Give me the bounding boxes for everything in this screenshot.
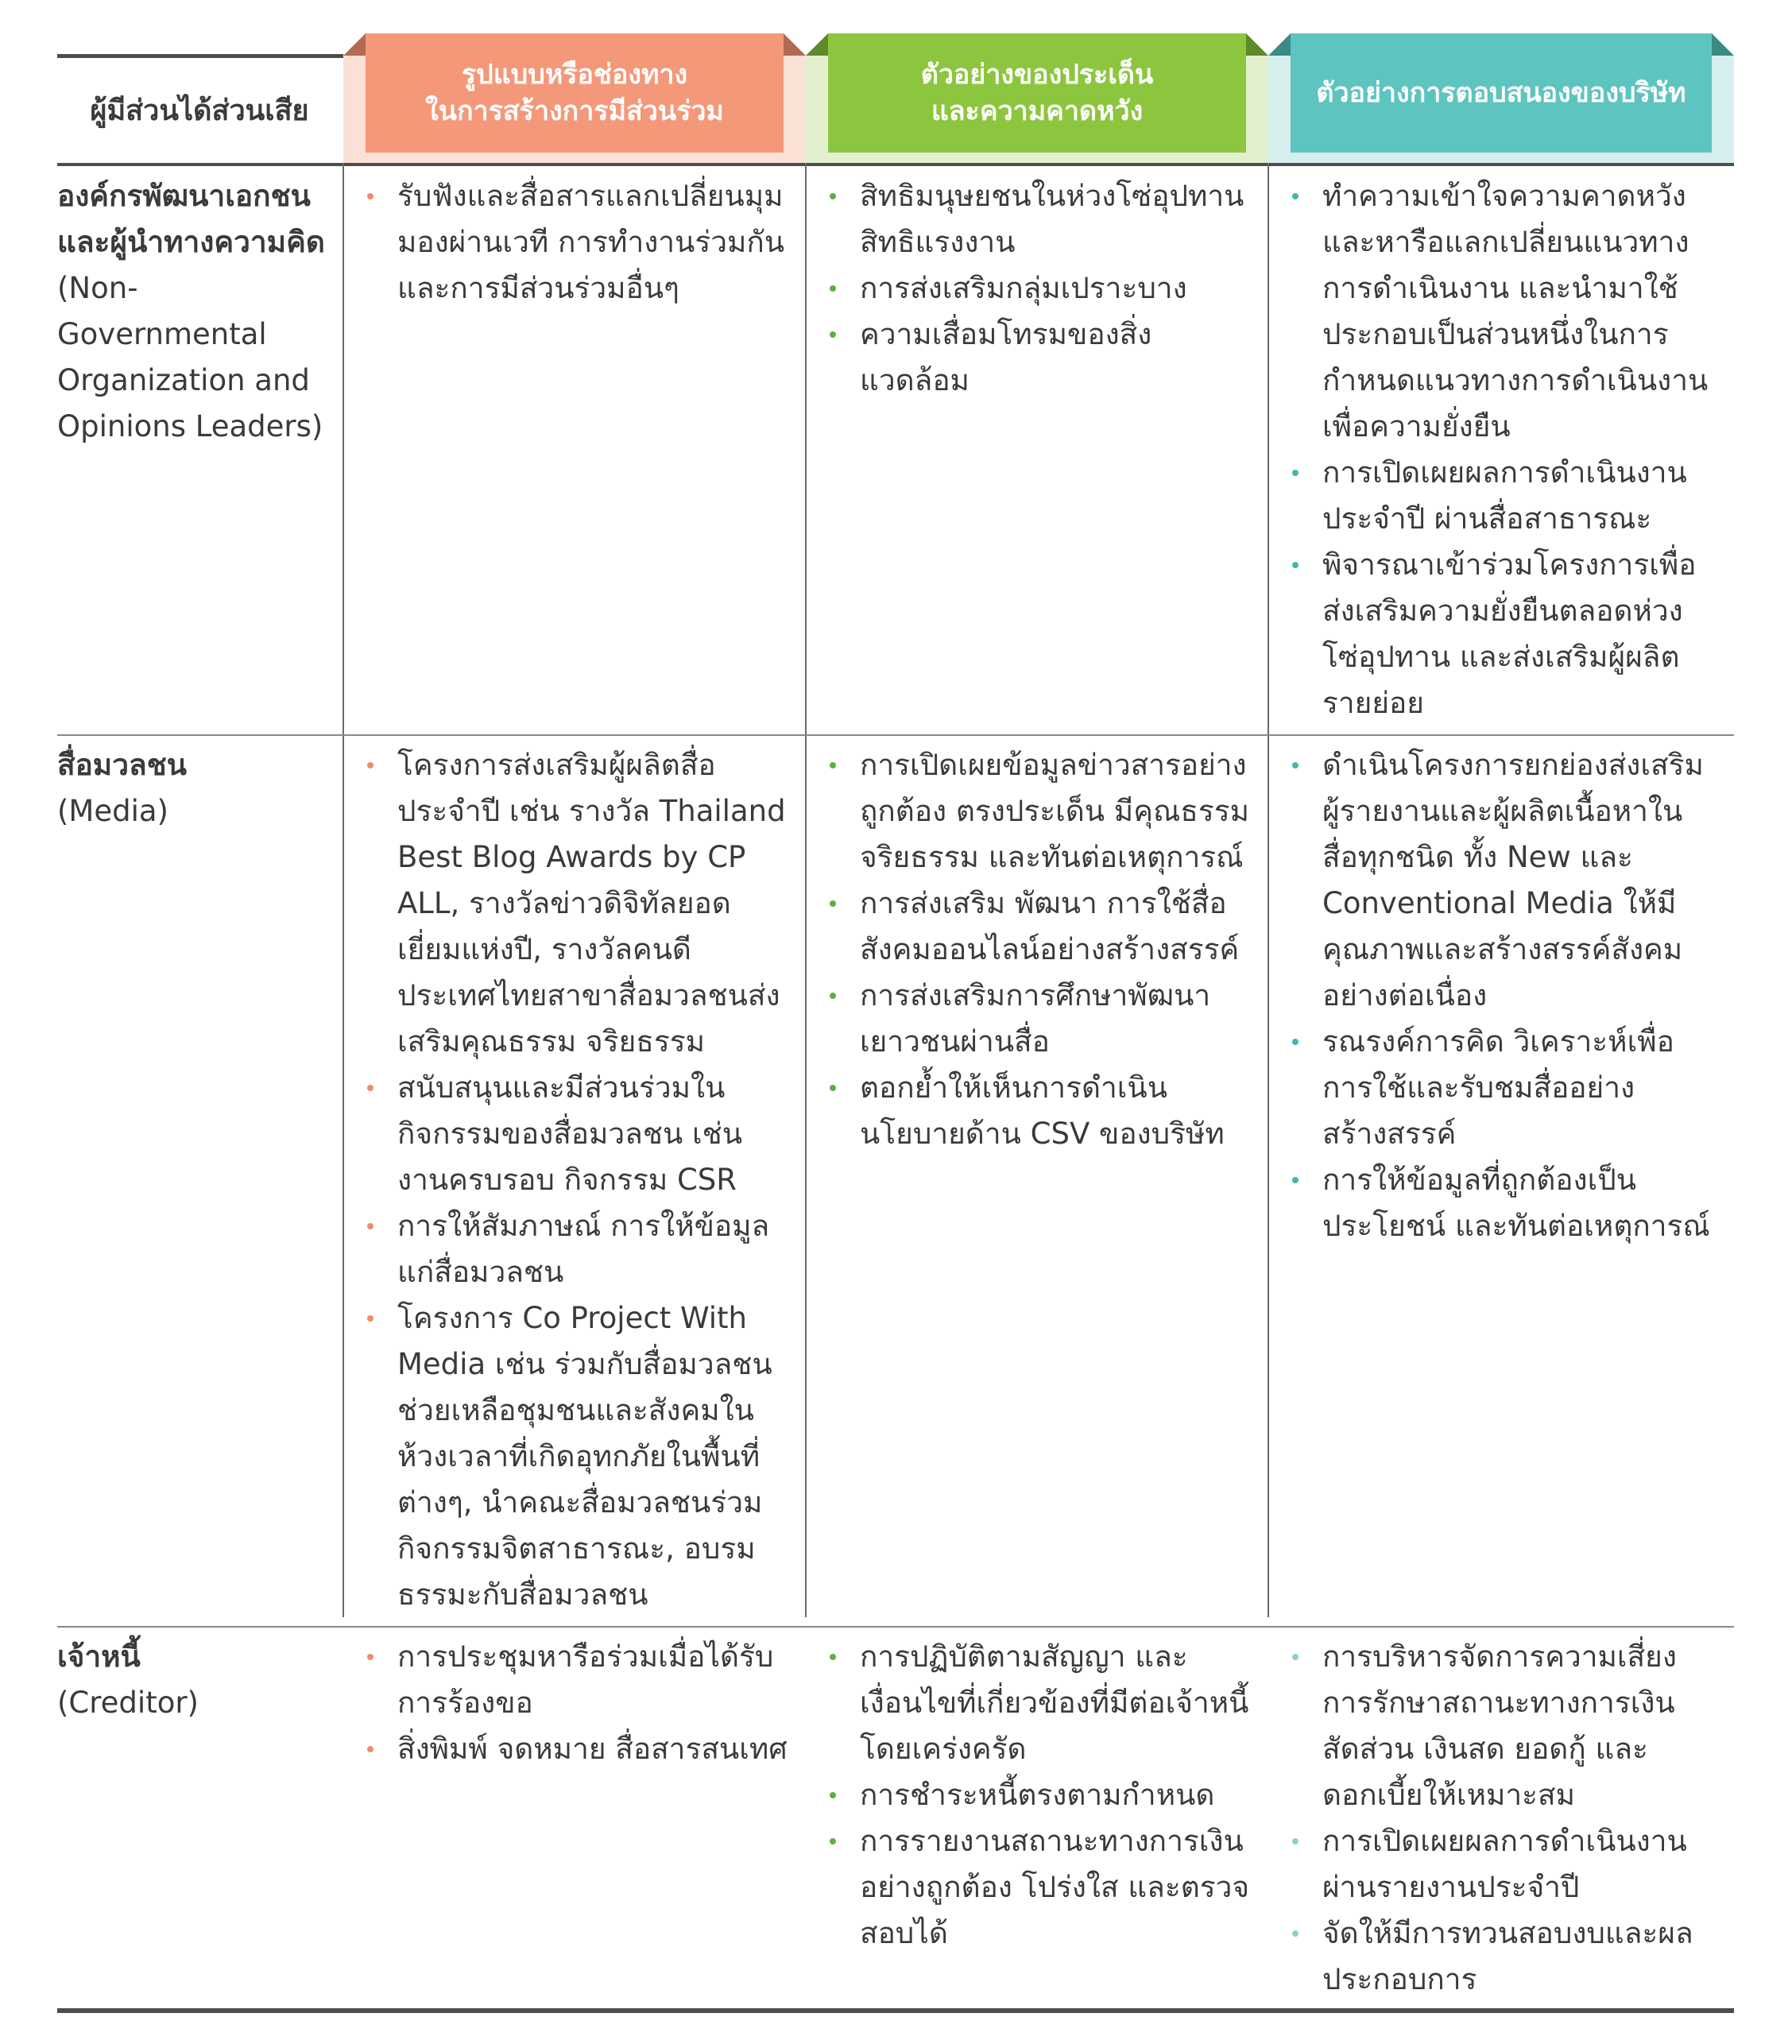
list-item: การเปิดเผยผลการดำเนินงานประจำปี ผ่านสื่อสาธารณะ xyxy=(1284,450,1713,542)
col3-header-text: ตัวอย่างการตอบสนองของบริษัท xyxy=(1316,77,1686,109)
list-item: โครงการ Co Project With Media เช่น ร่วมกับสื่อมวลชนช่วยเหลือชุมชนและสังคมในห้วงเวลาที่เกิดอุทกภัยในพื้นที่ต่างๆ, นำคณะสื่อมวลชนร่วมกิจกรรมจิตสาธารณะ, อบรมธรรมะกับสื่อมวลชน xyxy=(359,1295,788,1618)
row3-col3-cell xyxy=(1284,1634,1713,2003)
list-item: พิจารณาเข้าร่วมโครงการเพื่อส่งเสริมความยั่งยืนตลอดห่วงโซ่อุปทาน และส่งเสริมผู้ผลิตรายย่อย xyxy=(1284,542,1713,726)
list-item: การปฏิบัติตามสัญญา และเงื่อนไขที่เกี่ยวข้องที่มีต่อเจ้าหนี้โดยเคร่งครัด xyxy=(822,1634,1251,1772)
col2-fold-right xyxy=(1246,33,1268,56)
col2-header-line1: ตัวอย่างของประเด็น xyxy=(920,59,1154,91)
col1-header-tab xyxy=(366,33,784,153)
row3-col1-cell xyxy=(359,1634,788,1772)
list-item: รณรงค์การคิด วิเคราะห์เพื่อการใช้และรับชมสื่ออย่างสร้างสรรค์ xyxy=(1284,1019,1713,1157)
stakeholder-header: ผู้มีส่วนได้ส่วนเสีย xyxy=(90,95,309,127)
list-item: สิ่งพิมพ์ จดหมาย สื่อสารสนเทศ xyxy=(359,1726,788,1772)
col3-header-tab xyxy=(1291,33,1712,153)
list-item: การเปิดเผยผลการดำเนินงานผ่านรายงานประจำปี xyxy=(1284,1818,1713,1910)
col2-fold-left xyxy=(806,33,828,56)
col3-fold-right xyxy=(1712,33,1734,56)
row2-col1-cell xyxy=(359,742,788,1618)
list-item: การเปิดเผยข้อมูลข่าวสารอย่างถูกต้อง ตรงประเด็น มีคุณธรรม จริยธรรม และทันต่อเหตุการณ์ xyxy=(822,742,1251,881)
table-bottom-rule xyxy=(57,2008,1734,2013)
row-label-line: องค์กรพัฒนาเอกชน xyxy=(57,179,311,213)
row-label-line: (Creditor) xyxy=(57,1686,199,1720)
row-separator-1 xyxy=(57,734,1734,736)
col3-fold-left xyxy=(1268,33,1291,56)
list-item: โครงการส่งเสริมผู้ผลิตสื่อประจำปี เช่น รางวัล Thailand Best Blog Awards by CP ALL, รางวัลข่าวดิจิทัลยอดเยี่ยมแห่งปี, รางวัลคนดีประเทศไทยสาขาสื่อมวลชนส่งเสริมคุณธรรม จริยธรรม xyxy=(359,742,788,1065)
divider-2 xyxy=(805,163,807,1617)
divider-3 xyxy=(1268,163,1269,1617)
list-item: การส่งเสริม พัฒนา การใช้สื่อสังคมออนไลน์อย่างสร้างสรรค์ xyxy=(822,881,1251,973)
col2-header-tab xyxy=(828,33,1246,153)
divider-1 xyxy=(343,163,344,1617)
list-item: การให้สัมภาษณ์ การให้ข้อมูลแก่สื่อมวลชน xyxy=(359,1203,788,1295)
list-item: การให้ข้อมูลที่ถูกต้องเป็นประโยชน์ และทันต่อเหตุการณ์ xyxy=(1284,1157,1713,1249)
list-item: สนับสนุนและมีส่วนร่วมในกิจกรรมของสื่อมวลชน เช่น งานครบรอบ กิจกรรม CSR xyxy=(359,1065,788,1203)
list-item: สิทธิมนุษยชนในห่วงโซ่อุปทาน สิทธิแรงงาน xyxy=(822,173,1251,265)
list-item: การชำระหนี้ตรงตามกำหนด xyxy=(822,1772,1251,1818)
row-label-line: สื่อมวลชน xyxy=(57,748,188,782)
row3-col2-cell xyxy=(822,1634,1251,1957)
list-item: การบริหารจัดการความเสี่ยง การรักษาสถานะทางการเงิน สัดส่วน เงินสด ยอดกู้ และดอกเบี้ยให้เหมาะสม xyxy=(1284,1634,1713,1818)
list-item: รับฟังและสื่อสารแลกเปลี่ยนมุมมองผ่านเวที การทำงานร่วมกัน และการมีส่วนร่วมอื่นๆ xyxy=(359,173,788,312)
row-label-line: และผู้นำทางความคิด xyxy=(57,225,325,259)
list-item: ความเสื่อมโทรมของสิ่งแวดล้อม xyxy=(822,312,1251,404)
list-item: การประชุมหารือร่วมเมื่อได้รับการร้องขอ xyxy=(359,1634,788,1726)
col1-header-line2: ในการสร้างการมีส่วนร่วม xyxy=(425,95,724,127)
row-label-line: Organization and xyxy=(57,363,310,397)
col1-fold-right xyxy=(784,33,806,56)
list-item: ตอกย้ำให้เห็นการดำเนินนโยบายด้าน CSV ของบริษัท xyxy=(822,1065,1251,1157)
row-label-line: (Media) xyxy=(57,794,168,828)
row-label-media xyxy=(57,742,331,834)
row-label-creditor xyxy=(57,1634,331,1726)
row1-col1-cell xyxy=(359,173,788,312)
row-label-line: Opinions Leaders) xyxy=(57,409,323,443)
row-label-line: (Non- Governmental xyxy=(57,271,267,351)
row-label-line: เจ้าหนี้ xyxy=(57,1639,141,1674)
row2-col3-cell xyxy=(1284,742,1713,1249)
list-item: การส่งเสริมการศึกษาพัฒนาเยาวชนผ่านสื่อ xyxy=(822,973,1251,1065)
row-separator-2 xyxy=(57,1626,1734,1628)
col1-fold-left xyxy=(343,33,366,56)
col2-header-line2: และความคาดหวัง xyxy=(931,95,1144,127)
row2-col2-cell xyxy=(822,742,1251,1157)
row-label-ngo xyxy=(57,173,331,450)
header-bottom-rule xyxy=(57,163,1734,166)
col1-header-line1: รูปแบบหรือช่องทาง xyxy=(461,59,688,91)
row1-col3-cell xyxy=(1284,173,1713,726)
row1-col2-cell xyxy=(822,173,1251,404)
list-item: ดำเนินโครงการยกย่องส่งเสริมผู้รายงานและผู้ผลิตเนื้อหาในสื่อทุกชนิด ทั้ง New และ Conventional Media ให้มีคุณภาพและสร้างสรรค์สังคมอย่างต่อเนื่อง xyxy=(1284,742,1713,1019)
table-top-rule xyxy=(57,54,343,58)
list-item: ทำความเข้าใจความคาดหวังและหารือแลกเปลี่ยนแนวทางการดำเนินงาน และนำมาใช้ประกอบเป็นส่วนหนึ่งในการกำหนดแนวทางการดำเนินงานเพื่อความยั่งยืน xyxy=(1284,173,1713,450)
list-item: การรายงานสถานะทางการเงินอย่างถูกต้อง โปร่งใส และตรวจสอบได้ xyxy=(822,1818,1251,1957)
list-item: จัดให้มีการทวนสอบงบและผลประกอบการ xyxy=(1284,1910,1713,2003)
list-item: การส่งเสริมกลุ่มเปราะบาง xyxy=(822,265,1251,312)
